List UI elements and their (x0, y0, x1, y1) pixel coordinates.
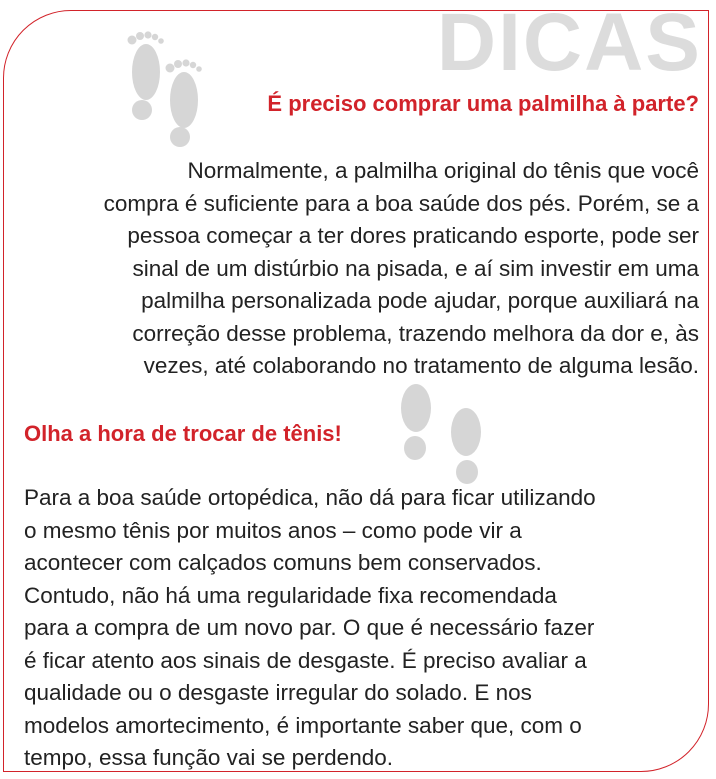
dicas-watermark: DICAS (436, 0, 702, 88)
paragraph-line: Normalmente, a palmilha original do tênis que você (187, 158, 699, 183)
paragraph-line: correção desse problema, trazendo melhora da dor e, às (132, 320, 699, 346)
section-heading-insole: É preciso comprar uma palmilha à parte? (267, 91, 699, 116)
footprints-icon (388, 380, 498, 495)
paragraph-line: qualidade ou o desgaste irregular do solado. E nos (24, 680, 532, 705)
paragraph-line: acontecer com calçados comuns bem conservados. (24, 550, 542, 575)
paragraph-line: é ficar atento aos sinais de desgaste. É preciso avaliar a (24, 647, 587, 673)
section-paragraph-insole (17, 155, 699, 383)
paragraph-line: compra é suficiente para a boa saúde dos pés. Porém, se a (103, 190, 699, 216)
paragraph-line: Para a boa saúde ortopédica, não dá para ficar utilizando (24, 485, 596, 510)
paragraph-line: sinal de um distúrbio na pisada, e aí sim investir em uma (132, 255, 699, 281)
paragraph-line: palmilha personalizada pode ajudar, porque auxiliará na (141, 288, 699, 313)
paragraph-line: o mesmo tênis por muitos anos – como pode vir a (24, 517, 522, 543)
paragraph-line: tempo, essa função vai se perdendo. (24, 745, 393, 770)
footprints-icon (118, 12, 213, 152)
paragraph-line: modelos amortecimento, é importante saber que, com o (24, 712, 582, 738)
section-paragraph-replace-shoes (24, 482, 696, 775)
section-heading-replace-shoes: Olha a hora de trocar de tênis! (24, 421, 342, 446)
paragraph-line: vezes, até colaborando no tratamento de alguma lesão. (143, 353, 699, 378)
paragraph-line: Contudo, não há uma regularidade fixa recomendada (24, 582, 557, 608)
paragraph-line: pessoa começar a ter dores praticando esporte, pode ser (127, 223, 699, 248)
paragraph-line: para a compra de um novo par. O que é necessário fazer (24, 615, 595, 640)
